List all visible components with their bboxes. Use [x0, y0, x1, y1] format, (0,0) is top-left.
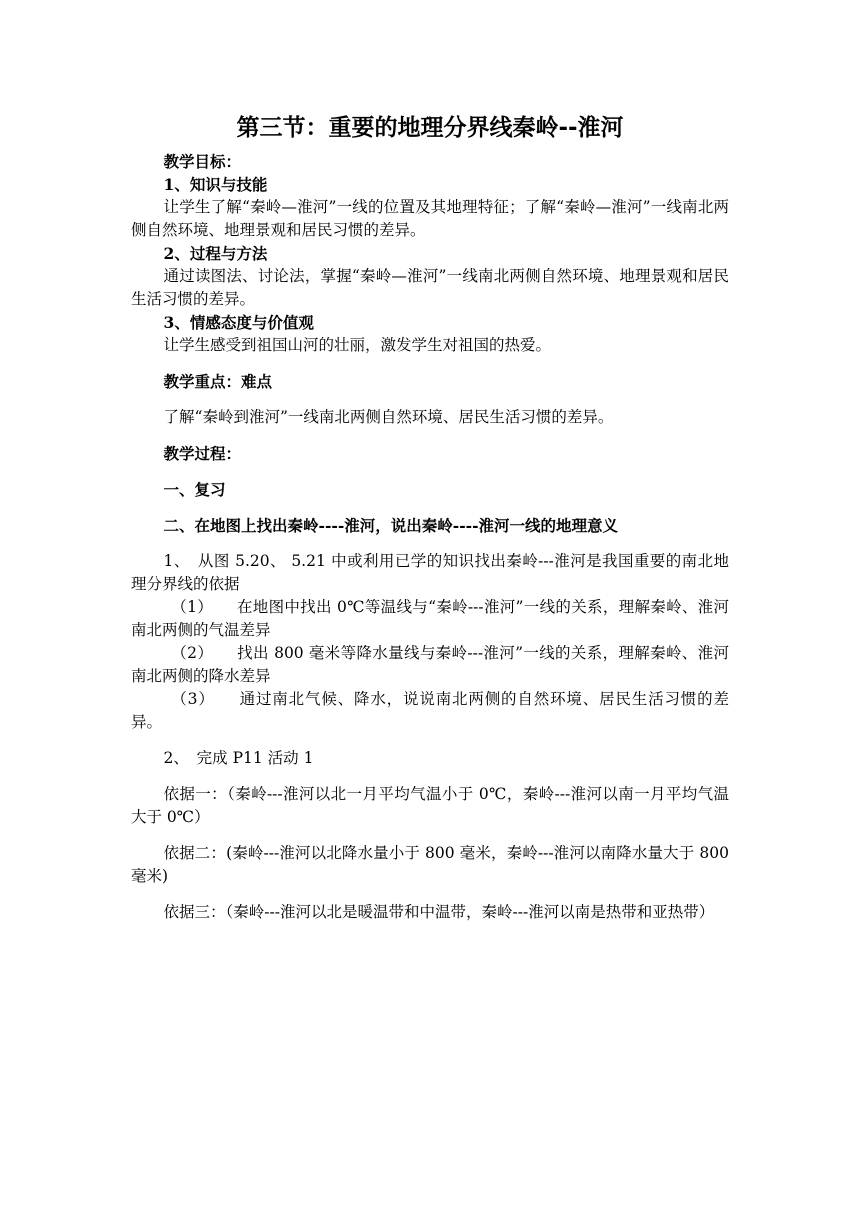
page-title: 第三节：重要的地理分界线秦岭--淮河 [236, 115, 624, 141]
key-points-heading: 教学重点：难点 [163, 372, 273, 391]
basis-2: 依据二：(秦岭---淮河以北降水量小于 800 毫米，秦岭---淮河以南降水量大于 800 毫米) [131, 844, 729, 885]
step1-heading: 一、复习 [163, 480, 226, 499]
item-1: 1、 从图 5.20、 5.21 中或利用已学的知识找出秦岭---淮河是我国重要的南北地理分界线的依据 [131, 552, 729, 593]
sub-item-1: （1） 在地图中找出 0℃等温线与“秦岭---淮河”一线的关系，理解秦岭、淮河南北两侧的气温差异 [131, 598, 729, 639]
process-text: 通过读图法、讨论法，掌握“秦岭—淮河”一线南北两侧自然环境、地理景观和居民生活习惯的差异。 [131, 267, 729, 308]
objectives-heading: 教学目标： [163, 152, 242, 171]
knowledge-heading: 1、知识与技能 [163, 175, 268, 194]
process-heading: 2、过程与方法 [163, 244, 268, 263]
basis-3: 依据三：（秦岭---淮河以北是暖温带和中温带，秦岭---淮河以南是热带和亚热带） [163, 903, 715, 921]
sub-item-3: （3） 通过南北气候、降水，说说南北两侧的自然环境、居民生活习惯的差异。 [131, 690, 729, 731]
key-points-text: 了解“秦岭到淮河”一线南北两侧自然环境、居民生活习惯的差异。 [163, 408, 614, 426]
step2-heading: 二、在地图上找出秦岭----淮河，说出秦岭----淮河一线的地理意义 [163, 516, 619, 535]
basis-1: 依据一：（秦岭---淮河以北一月平均气温小于 0℃，秦岭---淮河以南一月平均气温大于 0℃） [131, 785, 729, 826]
process-steps-heading: 教学过程： [163, 444, 242, 463]
emotion-text: 让学生感受到祖国山河的壮丽，激发学生对祖国的热爱。 [163, 336, 552, 354]
document-body [131, 150, 729, 924]
emotion-heading: 3、情感态度与价值观 [163, 313, 314, 332]
sub-item-2: （2） 找出 800 毫米等降水量线与秦岭---淮河”一线的关系，理解秦岭、淮河南北两侧的降水差异 [131, 644, 729, 685]
knowledge-text: 让学生了解“秦岭—淮河”一线的位置及其地理特征；了解“秦岭—淮河”一线南北两侧自然环境、地理景观和居民习惯的差异。 [131, 198, 729, 239]
item-2: 2、 完成 P11 活动 1 [163, 749, 314, 767]
